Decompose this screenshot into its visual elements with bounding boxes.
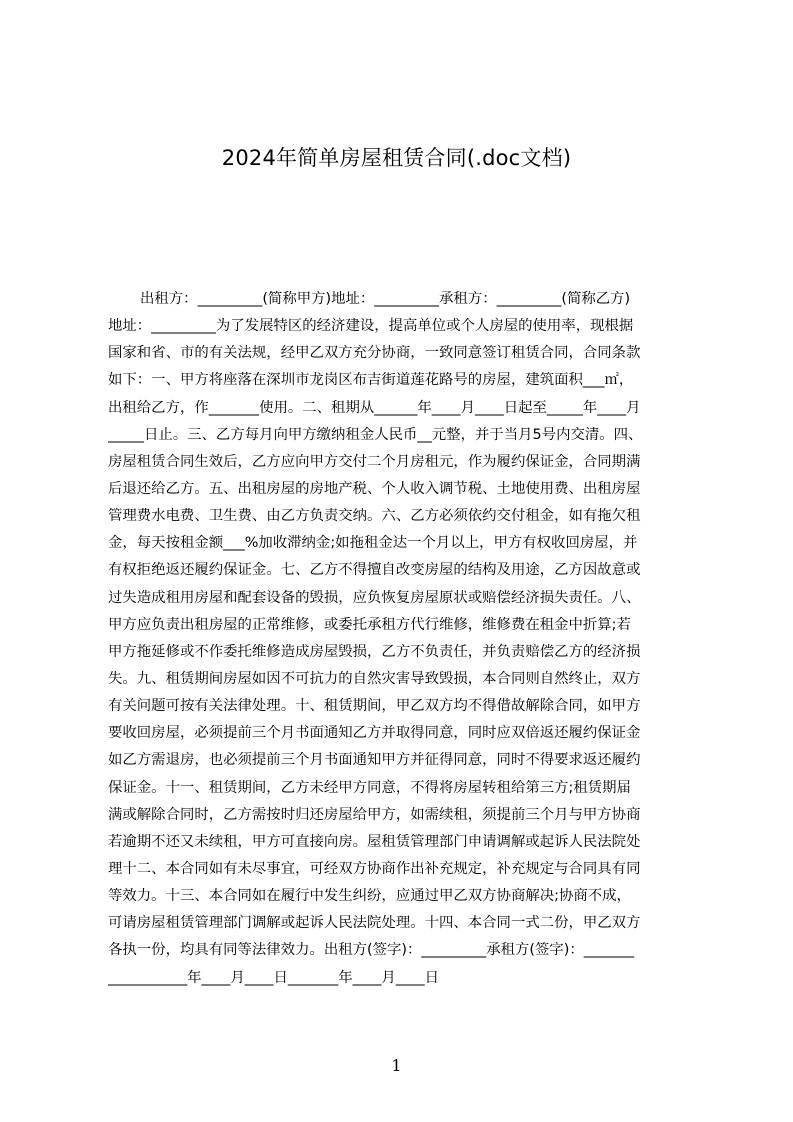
body-line: 有关问题可按有关法律处理。十、租赁期间，甲乙双方均不得借故解除合同，如甲方 — [108, 698, 641, 715]
contract-body — [108, 286, 700, 992]
document-title: 2024年简单房屋租赁合同(.doc文档) — [221, 146, 572, 170]
body-line: 出租方：_________(简称甲方)地址：_________承租方：_________(简称乙方) — [140, 291, 631, 307]
body-line: 等效力。十三、本合同如在履行中发生纠纷，应通过甲乙双方协商解决;协商不成， — [108, 888, 631, 905]
body-line: 如乙方需退房，也必须提前三个月书面通知甲方并征得同意，同时不得要求返还履约 — [108, 752, 641, 769]
body-line: 甲方应负责出租房屋的正常维修，或委托承租方代行维修，维修费在租金中折算;若 — [108, 616, 631, 633]
body-line: 有权拒绝返还履约保证金。七、乙方不得擅自改变房屋的结构及用途，乙方因故意或 — [108, 562, 641, 579]
body-line: 地址：_________为了发展特区的经济建设，提高单位或个人房屋的使用率，现根据 — [108, 318, 634, 335]
body-line: 满或解除合同时，乙方需按时归还房屋给甲方，如需续租，须提前三个月与甲方协商 — [108, 806, 641, 823]
page-number: 1 — [391, 1056, 402, 1075]
body-line: 出租给乙方，作_______使用。二、租期从______年____月____日起至_____年____月 — [108, 399, 641, 416]
body-line: 要收回房屋，必须提前三个月书面通知乙方并取得同意，同时应双倍返还履约保证金 — [108, 725, 641, 742]
body-line: 若逾期不还又未续租，甲方可直接向房。屋租赁管理部门申请调解或起诉人民法院处 — [108, 833, 641, 850]
body-line: 理十二、本合同如有未尽事宜，可经双方协商作出补充规定，补充规定与合同具有同 — [108, 860, 641, 877]
body-line: ___________年____月____日_______年____月____日 — [108, 969, 439, 986]
body-line: 保证金。十一、租赁期间，乙方未经甲方同意，不得将房屋转租给第三方;租赁期届 — [108, 779, 631, 796]
body-line: 甲方拖延修或不作委托维修造成房屋毁损，乙方不负责任，并负责赔偿乙方的经济损 — [108, 643, 641, 660]
body-line: 管理费水电费、卫生费、由乙方负责交纳。六、乙方必须依约交付租金，如有拖欠租 — [108, 508, 641, 525]
body-line: 过失造成租用房屋和配套设备的毁损，应负恢复房屋原状或赔偿经济损失责任。八、 — [108, 589, 641, 606]
body-line: 各执一份，均具有同等法律效力。出租方(签字)：_________承租方(签字)：_______ — [108, 942, 635, 959]
body-line: 如下：一、甲方将座落在深圳市龙岗区布吉街道莲花路号的房屋，建筑面积___㎡， — [108, 372, 634, 389]
body-line: 失。九、租赁期间房屋如因不可抗力的自然灾害导致毁损，本合同则自然终止，双方 — [108, 670, 641, 687]
body-line: 可请房屋租赁管理部门调解或起诉人民法院处理。十四、本合同一式二份，甲乙双方 — [108, 915, 641, 932]
body-line: 金，每天按租金额___%加收滞纳金;如拖租金达一个月以上，甲方有权收回房屋，并 — [108, 535, 638, 552]
body-line: _____日止。三、乙方每月向甲方缴纳租金人民币__元整，并于当月5号内交清。四、 — [108, 426, 643, 443]
body-line: 后退还给乙方。五、出租房屋的房地产税、个人收入调节税、土地使用费、出租房屋 — [108, 480, 641, 497]
body-line: 国家和省、市的有关法规，经甲乙双方充分协商，一致同意签订租赁合同，合同条款 — [108, 345, 641, 362]
body-line: 房屋租赁合同生效后，乙方应向甲方交付二个月房租元，作为履约保证金，合同期满 — [108, 453, 641, 470]
